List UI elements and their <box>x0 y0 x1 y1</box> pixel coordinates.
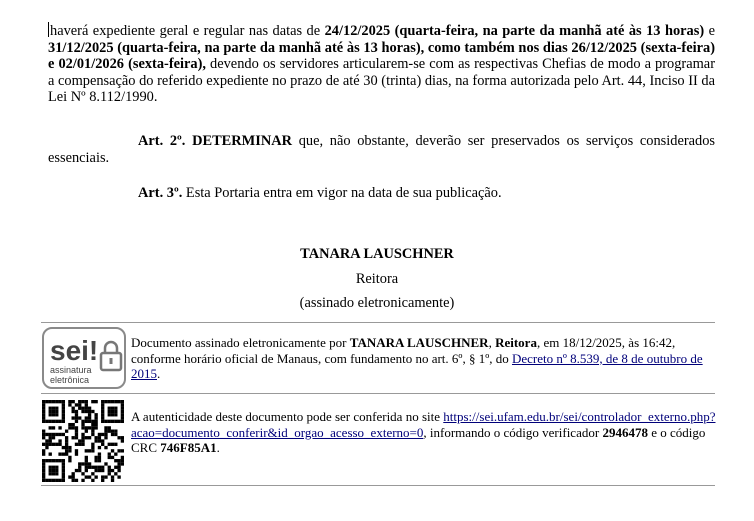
sei-seal-icon <box>42 327 126 389</box>
text: e <box>704 23 715 39</box>
article-text: Esta Portaria entra em vigor na data de sua publicação. <box>182 185 502 201</box>
text: Documento assinado eletronicamente por <box>131 335 350 350</box>
article-verb: DETERMINAR <box>192 133 293 149</box>
seal-text: sei! <box>50 335 99 366</box>
signer-role: Reitora <box>495 335 537 350</box>
text: , <box>488 335 496 350</box>
signatory-name: TANARA LAUSCHNER <box>300 246 454 262</box>
text: . <box>157 366 161 382</box>
divider <box>41 322 715 323</box>
text: A autenticidade deste documento pode ser conferida no site <box>131 409 444 424</box>
text: e o código CRC <box>131 424 706 456</box>
qr-code-icon <box>42 400 124 482</box>
signer-name: TANARA LAUSCHNER <box>349 335 489 350</box>
crc-code: 746F85A1 <box>160 440 217 456</box>
signatory-role: Reitora <box>355 271 399 287</box>
text: haverá expediente geral e regular nas datas de <box>50 23 325 39</box>
article-2 <box>48 133 715 166</box>
bold-dates: 31/12/2025 (quarta-feira, na parte da manhã até às 13 horas), como também nos dias 26/12/2025 (sexta-feira) e 02/01/2026 (sexta-feira), <box>48 39 715 72</box>
signatory-note: (assinado eletronicamente) <box>299 295 455 311</box>
article-3 <box>48 185 715 202</box>
paragraph-holiday-schedule <box>48 22 715 106</box>
text: devendo os servidores articularem-se com as respectivas Chefias de modo a programar a compensação do referido expediente no prazo de até 30 (trinta) dias, na forma autorizada pelo Art. 44, Inciso II da Lei Nº 8.112/1990. <box>48 56 715 105</box>
text: . <box>216 440 220 456</box>
seal-line-2: eletrônica <box>50 375 90 385</box>
article-text: que, não obstante, deverão ser preservados os serviços considerados essenciais. <box>48 133 716 166</box>
signature-statement <box>131 335 721 382</box>
verifier-code: 2946478 <box>602 424 648 440</box>
article-label: Art. 3º. <box>138 185 183 201</box>
divider <box>41 393 715 394</box>
seal-line-1: assinatura <box>50 365 92 375</box>
divider <box>41 485 715 486</box>
bold-date: 24/12/2025 (quarta-feira, na parte da manhã até às 13 horas) <box>324 23 705 39</box>
text: , informando o código verificador <box>423 424 603 440</box>
text: , em 18/12/2025, às 16:42, conforme horário oficial de Manaus, com fundamento no art. 6º, § 1º, do <box>131 335 676 366</box>
decree-link[interactable]: Decreto nº 8.539, de 8 de outubro de 2015 <box>131 350 703 382</box>
verification-link[interactable]: https://sei.ufam.edu.br/sei/controlador_externo.php?acao=documento_conferir&id_orgao_acesso_externo=0 <box>131 409 716 440</box>
text-cursor <box>48 22 49 37</box>
article-label: Art. 2º. <box>138 133 186 149</box>
authenticity-statement <box>131 409 721 456</box>
